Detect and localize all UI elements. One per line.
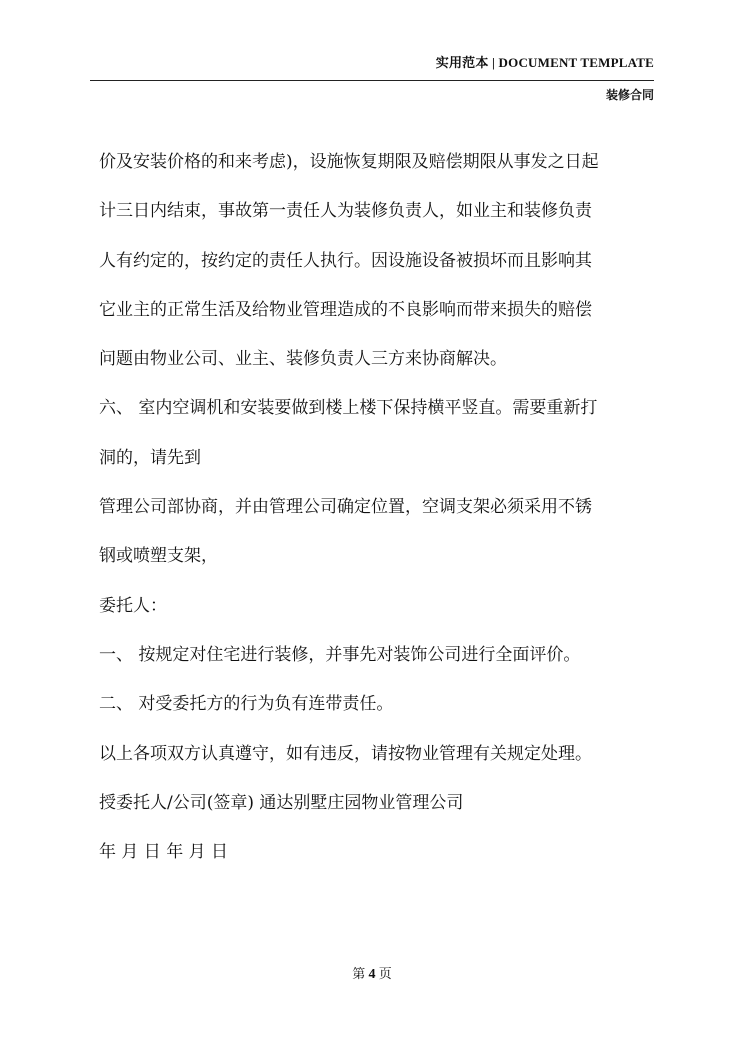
header-right-text: DOCUMENT TEMPLATE [498,55,654,70]
body-line: 洞的，请先到 [99,447,201,468]
body-line: 授委托人/公司(签章) 通达别墅庄园物业管理公司 [99,792,464,813]
body-line: 价及安装价格的和来考虑)，设施恢复期限及赔偿期限从事发之日起 [99,152,599,172]
page-footer [0,963,744,983]
body-line: 一、 按规定对住宅进行装修，并事先对装饰公司进行全面评价。 [99,644,581,665]
body-line: 管理公司部协商，并由管理公司确定位置，空调支架必须采用不锈 [99,497,592,518]
page-number: 4 [368,967,376,982]
body-line: 年 月 日 年 月 日 [99,842,229,863]
page-suffix: 页 [378,966,392,981]
body-line: 二、 对受委托方的行为负有连带责任。 [99,694,394,715]
body-line: 它业主的正常生活及给物业管理造成的不良影响而带来损失的赔偿 [99,299,592,320]
body-line: 人有约定的，按约定的责任人执行。因设施设备被损坏而且影响其 [99,250,592,271]
header-title [436,52,654,71]
document-type: 装修合同 [605,88,654,102]
header-left-text: 实用范本 [435,55,489,70]
document-body [99,138,659,877]
body-line: 计三日内结束，事故第一责任人为装修负责人，如业主和装修负责 [99,201,592,222]
body-line: 六、 室内空调机和安装要做到楼上楼下保持横平竖直。需要重新打 [99,398,598,419]
page-prefix: 第 [352,966,366,981]
body-line: 委托人： [99,595,167,616]
body-line: 问题由物业公司、业主、装修负责人三方来协商解决。 [99,349,507,370]
header-divider [90,80,654,81]
body-line: 钢或喷塑支架， [99,546,218,567]
body-line: 以上各项双方认真遵守，如有违反，请按物业管理有关规定处理。 [99,743,592,764]
header-separator: | [492,55,496,70]
